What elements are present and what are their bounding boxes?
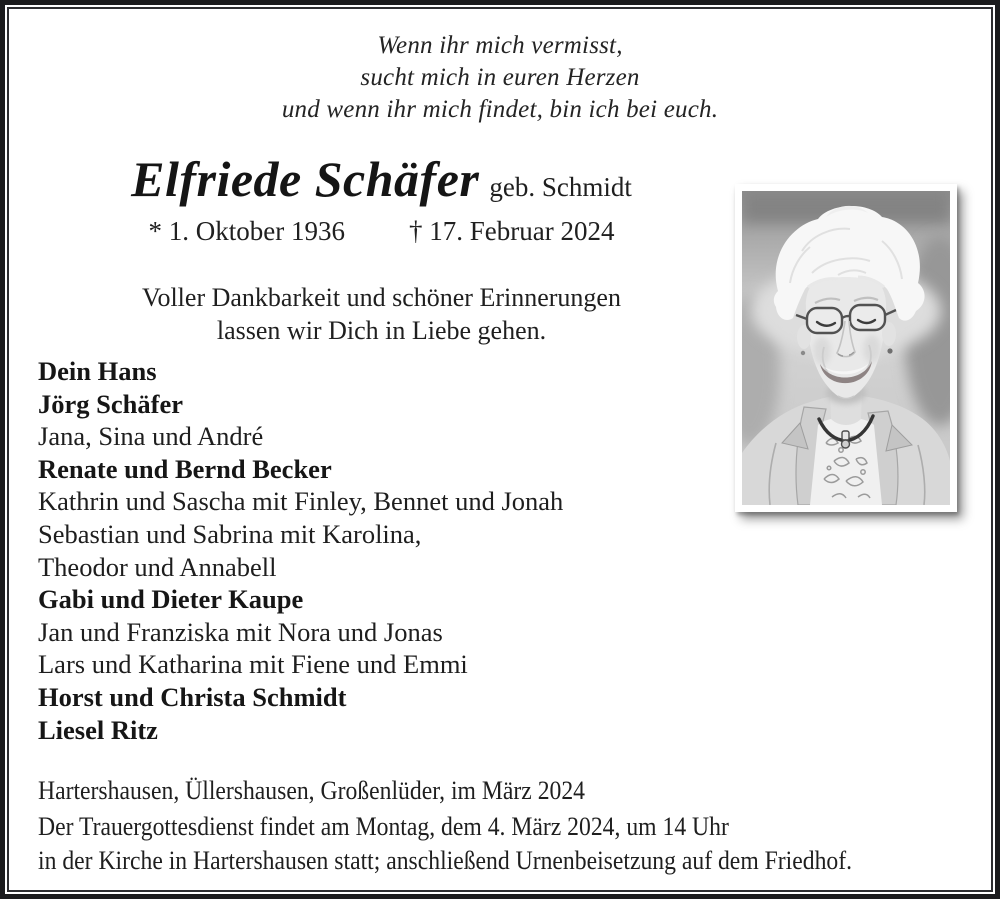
mourner-line: Lars und Katharina mit Fiene und Emmi (38, 649, 468, 680)
mourner-line: Jörg Schäfer (38, 388, 183, 419)
obituary-content (7, 7, 993, 892)
death-date: † 17. Februar 2024 (409, 216, 615, 246)
mourners-list (38, 355, 563, 746)
deceased-name-block (9, 150, 754, 208)
service-line: in der Kirche in Hartershausen statt; anschließend Urnenbeisetzung auf dem Friedhof. (38, 845, 853, 875)
verse-line: Wenn ihr mich vermisst, (377, 32, 623, 59)
mourner-line: Sebastian und Sabrina mit Karolina, (38, 518, 422, 549)
life-dates (9, 216, 754, 247)
portrait-photo (735, 184, 957, 512)
mourner-line: Horst und Christa Schmidt (38, 681, 347, 712)
birth-date: * 1. Oktober 1936 (148, 216, 345, 246)
mourner-line: Jan und Franziska mit Nora und Jonas (38, 616, 443, 647)
maiden-name: geb. Schmidt (489, 172, 632, 202)
tribute-line: lassen wir Dich in Liebe gehen. (216, 316, 547, 345)
mourner-line: Theodor und Annabell (38, 551, 277, 582)
tribute-line: Voller Dankbarkeit und schöner Erinnerungen (142, 283, 621, 312)
memorial-verse (9, 30, 991, 126)
service-line: Der Trauergottesdienst findet am Montag, dem 4. März 2024, um 14 Uhr (38, 812, 729, 841)
footer-dateline: Hartershausen, Üllershausen, Großenlüder, im März 2024 (38, 776, 586, 805)
mourner-line: Jana, Sina und André (38, 421, 264, 452)
verse-line: sucht mich in euren Herzen (360, 64, 640, 91)
verse-line: und wenn ihr mich findet, bin ich bei euch. (281, 96, 719, 123)
mourner-line: Gabi und Dieter Kaupe (38, 584, 304, 615)
tribute-text (9, 281, 754, 347)
service-announcement (38, 810, 852, 877)
mourner-line: Dein Hans (38, 356, 157, 386)
portrait-illustration (742, 191, 950, 505)
mourner-line: Renate und Bernd Becker (38, 453, 332, 484)
deceased-name: Elfriede Schäfer (131, 151, 480, 207)
mourner-line: Liesel Ritz (38, 714, 158, 745)
mourner-line: Kathrin und Sascha mit Finley, Bennet und Jonah (38, 486, 564, 517)
